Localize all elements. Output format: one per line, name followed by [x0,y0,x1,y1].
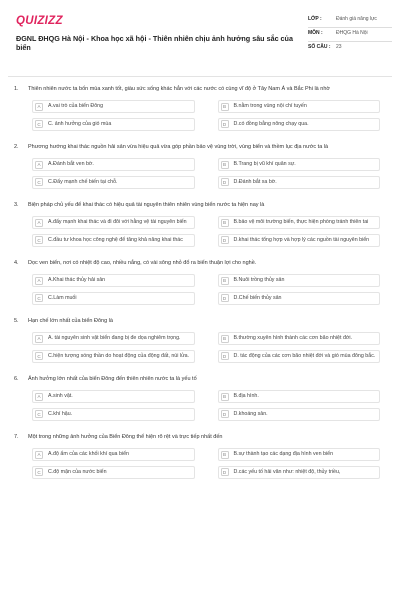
question-item [8,434,392,479]
option-letter-badge: C [35,410,43,418]
answer-option-d[interactable] [218,118,381,131]
option-text: B.Nuôi trồng thủy sản [233,277,285,283]
option-letter-badge: D [221,294,229,302]
option-letter-badge: C [35,294,43,302]
question-header [8,318,392,326]
answer-option-b[interactable] [218,274,381,287]
option-text: D.khoáng sản. [233,410,268,417]
option-text: B.thường xuyên hình thành các cơn bão nhiệt đới. [233,335,353,341]
option-text: B.bảo vệ môi trường biển, thực hiện phòng tránh thiên tai [233,219,369,225]
meta-value-subject: ĐHQG Hà Nội [336,30,368,36]
answer-option-b[interactable] [218,390,381,403]
option-letter-badge: D [221,352,229,360]
question-number: 7. [14,434,19,440]
option-letter-badge: C [35,352,43,360]
option-text: A.vai trò của biển Đông [48,103,104,109]
meta-row-question-count [308,42,392,56]
answer-option-a[interactable] [32,216,195,229]
option-text: B.địa hình. [233,393,259,399]
meta-value-question-count: 23 [336,44,342,50]
answer-option-a[interactable] [32,390,195,403]
answer-option-c[interactable] [32,234,195,247]
option-letter-badge: C [35,178,43,186]
option-text: C.độ mặn của nước biển [48,468,107,475]
option-letter-badge: B [221,451,229,459]
question-item [8,144,392,189]
meta-label-subject: MÔN : [308,30,323,36]
option-letter-badge: D [221,410,229,418]
option-letter-badge: D [221,236,229,244]
option-text: A.Đánh bắt ven bờ. [48,161,94,167]
option-letter-badge: C [35,120,43,128]
question-text: Một trong những ảnh hưởng của Biển Đông thể hiện rõ rệt và trực tiếp nhất đến [28,434,223,440]
option-letter-badge: B [221,393,229,401]
answer-option-b[interactable] [218,332,381,345]
question-header [8,376,392,384]
question-header [8,260,392,268]
answer-options [8,100,392,131]
option-letter-badge: A [35,219,43,227]
question-header [8,86,392,94]
question-header [8,202,392,210]
option-text: C.Làm muối [48,294,77,301]
option-text: D.các yếu tố hải văn như: nhiệt độ, thủy triều, [233,468,341,475]
question-item [8,376,392,421]
question-number: 3. [14,202,19,208]
question-item [8,260,392,305]
option-letter-badge: A [35,335,43,343]
option-letter-badge: B [221,277,229,285]
answer-option-b[interactable] [218,448,381,461]
option-letter-badge: A [35,393,43,401]
worksheet-title: ĐGNL ĐHQG Hà Nội - Khoa học xã hội - Thiên nhiên chịu ảnh hưởng sâu sắc của biển [16,34,293,52]
answer-option-a[interactable] [32,100,195,113]
option-text: C.hiện tượng sóng thần do hoạt động của động đất, núi lửa. [48,352,190,359]
meta-row-class [308,14,392,28]
answer-option-b[interactable] [218,216,381,229]
option-letter-badge: D [221,178,229,186]
option-letter-badge: D [221,468,229,476]
question-item [8,202,392,247]
meta-row-subject [308,28,392,42]
answer-option-a[interactable] [32,274,195,287]
option-letter-badge: A [35,277,43,285]
option-text: C. ảnh hưởng của gió mùa [48,120,112,127]
answer-option-a[interactable] [32,158,195,171]
question-text: Dọc ven biển, nơi có nhiệt độ cao, nhiều nắng, có vài sông nhỏ đổ ra biển thuận lợi cho nghề. [28,260,257,266]
option-text: B.Trang bị vũ khí quân sự. [233,161,296,167]
option-letter-badge: D [221,120,229,128]
header-divider [8,76,392,77]
answer-option-b[interactable] [218,100,381,113]
question-number: 4. [14,260,19,266]
option-text: A.đẩy mạnh khai thác và đi đôi với hằng vệ tài nguyên biển [48,219,187,225]
answer-options [8,216,392,247]
option-text: D.Đánh bắt xa bờ. [233,178,277,185]
option-text: A.sinh vật. [48,393,73,399]
question-number: 6. [14,376,19,382]
answer-option-d[interactable] [218,292,381,305]
option-text: A. tài nguyên sinh vật biển đang bị đe dọa nghiêm trọng. [48,335,181,341]
worksheet-meta [308,14,392,56]
option-text: B.nằm trong vùng nội chí tuyến [233,103,307,109]
option-text: D.khai thác tổng hợp và hợp lý các nguồn tài nguyên biển [233,236,370,243]
option-text: C.khí hậu. [48,410,73,417]
quizizz-logo[interactable]: QUIZIZZ [16,15,63,27]
question-number: 5. [14,318,19,324]
question-number: 2. [14,144,19,150]
option-text: C.Đẩy mạnh chế biến tại chỗ. [48,178,118,185]
option-text: A.Khai thác thủy hải sản [48,277,106,283]
answer-option-a[interactable] [32,448,195,461]
answer-options [8,332,392,363]
meta-value-class: Đánh giá năng lực [336,16,377,22]
option-text: B.sự thành tạo các dạng địa hình ven biển [233,451,334,457]
option-letter-badge: A [35,161,43,169]
answer-options [8,448,392,479]
question-text: Thiên nhiên nước ta bốn mùa xanh tốt, giàu sức sống khác hẳn với các nước có cùng vĩ độ ở Tây Nam Á và Bắc Phi là nhờ [28,86,330,92]
option-letter-badge: B [221,335,229,343]
answer-option-c[interactable] [32,118,195,131]
question-header [8,144,392,152]
answer-option-c[interactable] [32,176,195,189]
question-item [8,86,392,131]
option-text: D. tác động của các cơn bão nhiệt đới và gió mùa đông bắc. [233,352,376,359]
answer-options [8,390,392,421]
question-text: Phương hướng khai thác nguồn hải sản vừa hiệu quả vừa góp phần bảo vệ vùng trời, vùng biển và thềm lục địa nước ta là [28,144,329,150]
option-text: C.đầu tư khoa học công nghệ để tăng khả năng khai thác [48,236,183,243]
question-text: Biện pháp chủ yếu để khai thác có hiệu quả tài nguyên thiên nhiên vùng biển nước ta hiện nay là [28,202,265,208]
option-text: D.Chế biến thủy sản [233,294,282,301]
question-item [8,318,392,363]
worksheet-header [8,10,392,74]
option-letter-badge: A [35,103,43,111]
meta-label-question-count: SỐ CÂU : [308,44,331,50]
answer-options [8,158,392,189]
question-header [8,434,392,442]
answer-option-a[interactable] [32,332,195,345]
answer-option-d[interactable] [218,408,381,421]
option-letter-badge: B [221,161,229,169]
answer-option-d[interactable] [218,176,381,189]
option-text: A.độ ẩm của các khối khí qua biển [48,451,129,457]
answer-option-d[interactable] [218,350,381,363]
answer-option-d[interactable] [218,466,381,479]
answer-option-c[interactable] [32,466,195,479]
question-text: Ảnh hưởng lớn nhất của biển Đông đến thiên nhiên nước ta là yếu tố [28,376,197,382]
option-letter-badge: C [35,468,43,476]
answer-option-b[interactable] [218,158,381,171]
option-letter-badge: C [35,236,43,244]
option-text: D.có đồng bằng nông chạy qua. [233,120,309,127]
option-letter-badge: A [35,451,43,459]
option-letter-badge: B [221,103,229,111]
answer-option-c[interactable] [32,292,195,305]
meta-label-class: LỚP : [308,16,322,22]
answer-option-d[interactable] [218,234,381,247]
answer-option-c[interactable] [32,350,195,363]
answer-options [8,274,392,305]
question-text: Hạn chế lớn nhất của biển Đông là [28,318,113,324]
option-letter-badge: B [221,219,229,227]
question-number: 1. [14,86,19,92]
answer-option-c[interactable] [32,408,195,421]
question-list [8,86,392,492]
